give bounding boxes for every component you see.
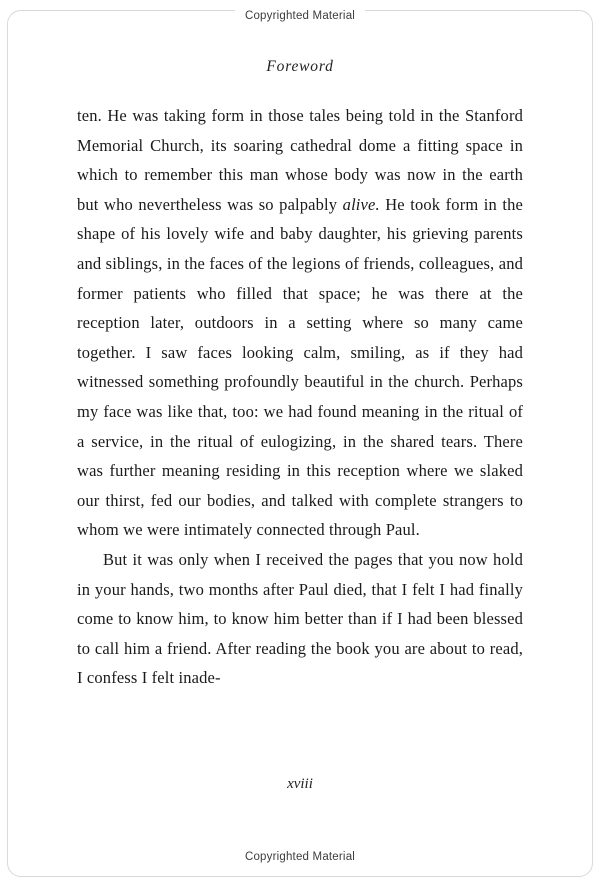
paragraph-italic-segment: alive. [342, 194, 380, 214]
page-number: xviii [287, 776, 313, 792]
paragraph [77, 545, 523, 693]
running-header: Foreword [266, 58, 334, 75]
copyright-notice-bottom [0, 851, 600, 863]
copyright-notice-top [0, 10, 600, 22]
copyright-notice-top-label: Copyrighted Material [235, 10, 365, 22]
paragraph-text-segment: ten. He was taking form in those tales being told in the Stanford Memorial Church, its soaring cathedral dome a fitting space in which to remember this man whose body was now in the earth but who nevertheless was so palpably [77, 106, 523, 214]
body-text [77, 101, 523, 693]
copyright-notice-bottom-label: Copyrighted Material [235, 851, 365, 863]
paragraph-text-segment: He took form in the shape of his lovely wife and baby daughter, his grieving parents and siblings, in the faces of the legions of friends, colleagues, and former patients who filled that space; he was there at the reception later, outdoors in a setting where so many came together. I saw faces looking calm, smiling, as if they had witnessed something profoundly beautiful in the church. Perhaps my face was like that, too: we had found meaning in the ritual of a service, in the ritual of eulogizing, in the shared tears. There was further meaning residing in this reception where we slaked our thirst, fed our bodies, and talked with complete strangers to whom we were intimately connected through Paul. [77, 194, 524, 540]
paragraph-text-segment: But it was only when I received the pages that you now hold in your hands, two months after Paul died, that I felt I had finally come to know him, to know him better than if I had been blessed to call him a friend. After reading the book you are about to read, I confess I felt inade- [77, 549, 523, 688]
paragraph [77, 101, 523, 545]
